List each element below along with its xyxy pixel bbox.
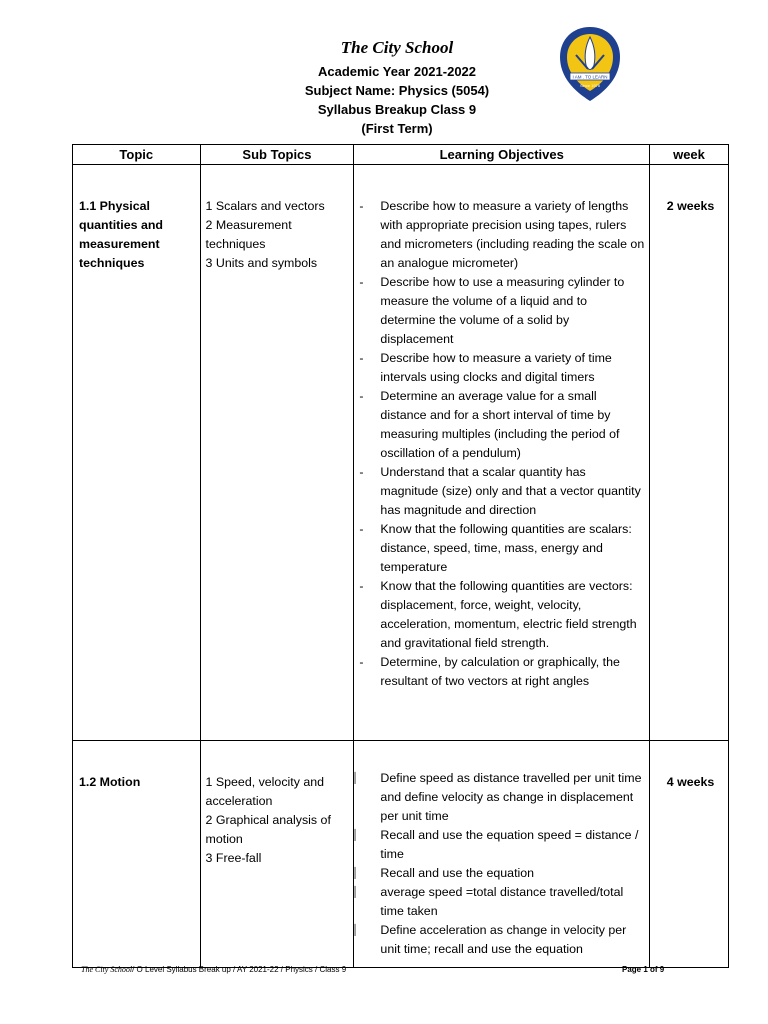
objective-item: - Understand that a scalar quantity has magnitude (size) only and that a vector quantity has magnitude and direction	[354, 463, 645, 520]
objectives-list	[354, 197, 645, 691]
week-cell: 2 weeks	[650, 165, 729, 741]
subtopic-item: 2 Graphical analysis of motion	[205, 813, 331, 846]
objective-item: │ Define speed as distance travelled per unit time and define velocity as change in displacement per unit time	[354, 769, 645, 826]
objective-item: │ average speed =total distance travelled/total time taken	[354, 883, 645, 921]
table-row	[73, 741, 729, 968]
subtopic-item: 2 Measurement techniques	[205, 218, 292, 251]
objectives-list	[354, 769, 645, 959]
objective-item: - Know that the following quantities are vectors: displacement, force, weight, velocity, acceleration, momentum, electric field strength and gravitational field strength.	[354, 577, 645, 653]
objective-item: - Describe how to measure a variety of lengths with appropriate precision using tapes, rulers and micrometers (including reading the scale on an analogue micrometer)	[354, 197, 645, 273]
page-footer	[81, 965, 661, 974]
table-header-row	[73, 145, 729, 165]
term-label: (First Term)	[361, 121, 433, 136]
page-number: Page 1 of 9	[622, 965, 665, 974]
header-topic: Topic	[73, 145, 201, 165]
objective-item: - Know that the following quantities are scalars: distance, speed, time, mass, energy and temperature	[354, 520, 645, 577]
objective-item: - Describe how to use a measuring cylinder to measure the volume of a liquid and to determine the volume of a solid by displacement	[354, 273, 645, 349]
syllabus-table	[72, 144, 729, 968]
header-learning-objectives: Learning Objectives	[354, 145, 650, 165]
footer-brand: The City School	[81, 965, 133, 974]
document-header	[0, 62, 768, 138]
week-cell: 4 weeks	[650, 741, 729, 968]
header-subtopics: Sub Topics	[200, 145, 354, 165]
subtopic-item: 1 Scalars and vectors	[205, 199, 325, 213]
footer-text: / O Level Syllabus Break up / AY 2021-22 / Physics / Class 9	[132, 965, 347, 974]
subtopic-item: 3 Units and symbols	[205, 256, 318, 270]
syllabus-title: Syllabus Breakup Class 9	[317, 102, 477, 117]
topic-cell: 1.1 Physical quantities and measurement techniques	[73, 165, 201, 741]
topic-cell: 1.2 Motion	[73, 741, 201, 968]
objectives-cell	[354, 741, 650, 968]
academic-year: Academic Year 2021-2022	[317, 64, 477, 79]
subtopics-cell	[200, 741, 354, 968]
objective-item: │ Recall and use the equation speed = distance / time	[354, 826, 645, 864]
header-week: week	[650, 145, 729, 165]
objective-item: - Describe how to measure a variety of time intervals using clocks and digital timers	[354, 349, 645, 387]
logo-motto: I AM . TO LEARN	[572, 74, 608, 80]
subtopic-item: 1 Speed, velocity and acceleration	[205, 775, 325, 808]
objectives-cell	[354, 165, 650, 741]
logo-since: Since 1978	[579, 83, 601, 88]
subtopic-item: 3 Free-fall	[205, 851, 262, 865]
school-logo	[558, 25, 622, 103]
subject-name: Subject Name: Physics (5054)	[304, 83, 490, 98]
objective-item: - Determine an average value for a small distance and for a short interval of time by measuring multiples (including the period of oscillation of a pendulum)	[354, 387, 645, 463]
objective-item: - Determine, by calculation or graphically, the resultant of two vectors at right angles	[354, 653, 645, 691]
objective-item: │ Recall and use the equation	[354, 864, 645, 883]
objective-item: │ Define acceleration as change in velocity per unit time; recall and use the equation	[354, 921, 645, 959]
subtopics-cell	[200, 165, 354, 741]
school-name: The City School	[340, 38, 454, 57]
table-row	[73, 165, 729, 741]
